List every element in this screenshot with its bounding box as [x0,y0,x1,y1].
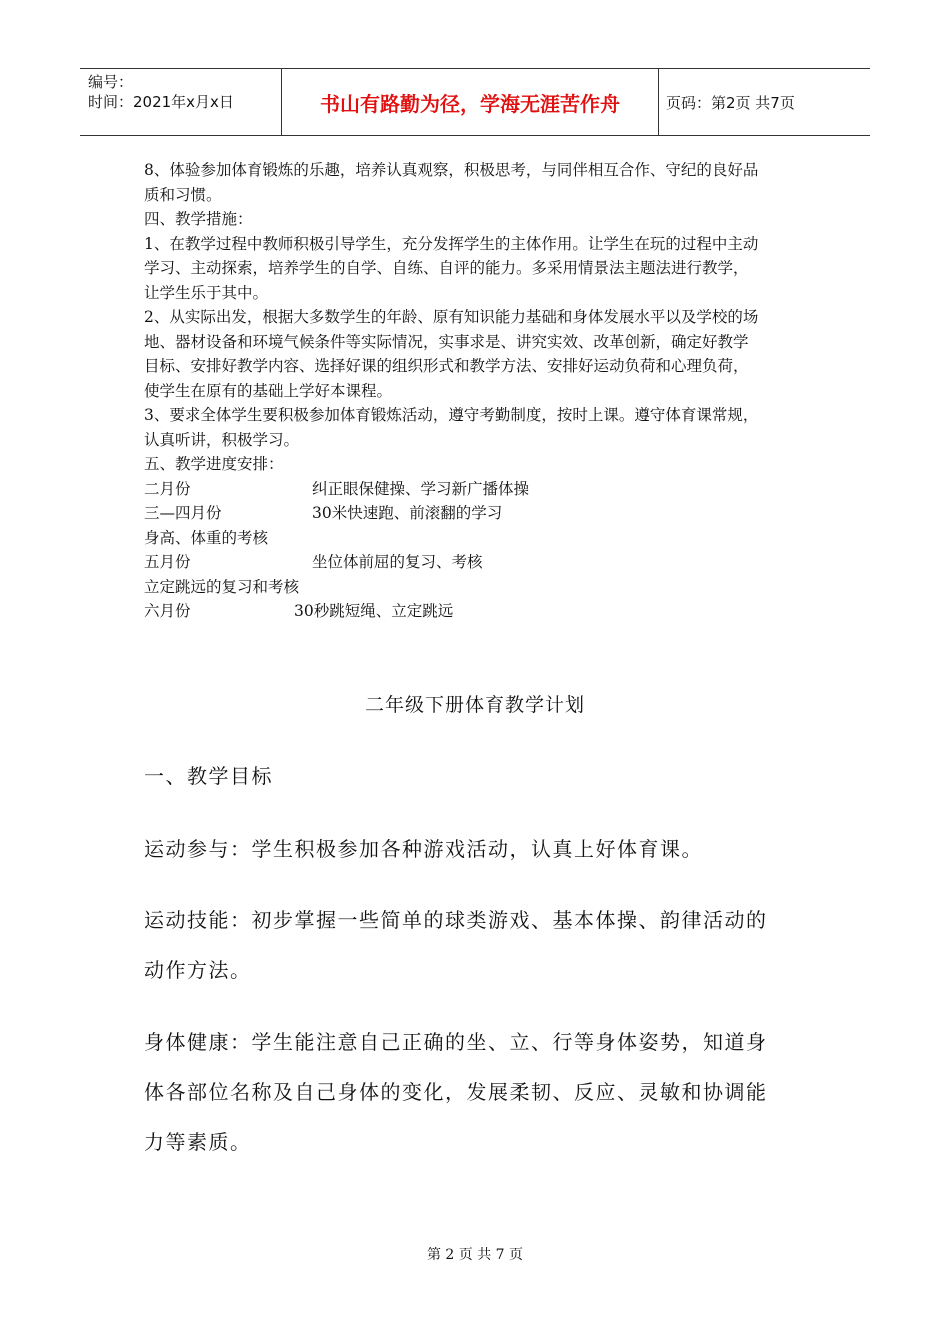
text-line: 使学生在原有的基础上学好本课程。 [144,381,393,400]
plan-title: 二年级下册体育教学计划 [364,694,585,716]
header-meta [80,69,281,135]
text-line: 学习、主动探索，培养学生的自学、自练、自评的能力。多采用情景法主题法进行教学， [144,259,749,277]
schedule-month: 六月份 [144,602,191,620]
schedule-content: 30秒跳短绳、立定跳远 [294,602,454,620]
text-line: 目标、安排好教学内容、选择好课的组织形式和教学方法、安排好运动负荷和心理负荷， [144,357,749,375]
header-motto: 书山有路勤为径，学海无涯苦作舟 [281,69,659,135]
header-page-info: 页码：第2页 共7页 [666,93,795,112]
skills-text-line: 运动技能：初步掌握一些简单的球类游戏、基本体操、韵律活动的 [144,908,768,932]
text-line: 地、器材设备和环境气候条件等实际情况，实事求是、讲究实效、改革创新，确定好教学 [144,332,749,351]
text-line: 3、要求全体学生要积极参加体育锻炼活动，遵守考勤制度，按时上课。遵守体育课常规， [144,406,759,424]
schedule-content: 纠正眼保健操、学习新广播体操 [312,479,530,498]
schedule-month: 三—四月份 [144,504,222,522]
schedule-month: 身高、体重的考核 [144,528,269,547]
schedule-month: 二月份 [144,479,191,498]
schedule-month: 五月份 [144,553,191,571]
schedule-month: 立定跳远的复习和考核 [144,577,300,596]
schedule-row [144,599,824,624]
page-footer: 第 2 页 共 7 页 [426,1247,524,1263]
text-line: 认真听讲，积极学习。 [144,430,300,449]
text-line: 2、从实际出发，根据大多数学生的年龄、原有知识能力基础和身体发展水平以及学校的场 [144,308,759,326]
health-text-line: 力等素质。 [144,1130,252,1154]
objectives-heading: 一、教学目标 [144,764,273,788]
health-text-line: 体各部位名称及自己身体的变化，发展柔韧、反应、灵敏和协调能 [144,1080,768,1104]
text-line: 1、在教学过程中教师积极引导学生，充分发挥学生的主体作用。让学生在玩的过程中主动 [144,234,759,253]
schedule-content: 坐位体前屈的复习、考核 [312,553,483,571]
section-heading: 五、教学进度安排： [144,455,284,473]
page-header [80,68,870,136]
schedule-row [144,477,824,502]
section-heading: 四、教学措施： [144,210,253,228]
skills-text-line: 动作方法。 [144,958,252,982]
text-line: 让学生乐于其中。 [144,283,269,302]
number-label: 编号： [88,73,134,91]
date-label: 时间：2021年x月x日 [88,93,234,111]
schedule-content: 30米快速跑、前滚翻的学习 [312,504,503,522]
text-line: 8、体验参加体育锻炼的乐趣，培养认真观察，积极思考，与同伴相互合作、守纪的良好品 [144,161,759,179]
health-text-line: 身体健康：学生能注意自己正确的坐、立、行等身体姿势，知道身 [144,1030,768,1054]
schedule-row [144,550,824,575]
schedule-row [144,575,824,600]
schedule-row [144,501,824,526]
teaching-measures-section [144,158,824,624]
participation-text: 运动参与：学生积极参加各种游戏活动，认真上好体育课。 [144,837,703,861]
schedule-row [144,526,824,551]
text-line: 质和习惯。 [144,185,222,204]
